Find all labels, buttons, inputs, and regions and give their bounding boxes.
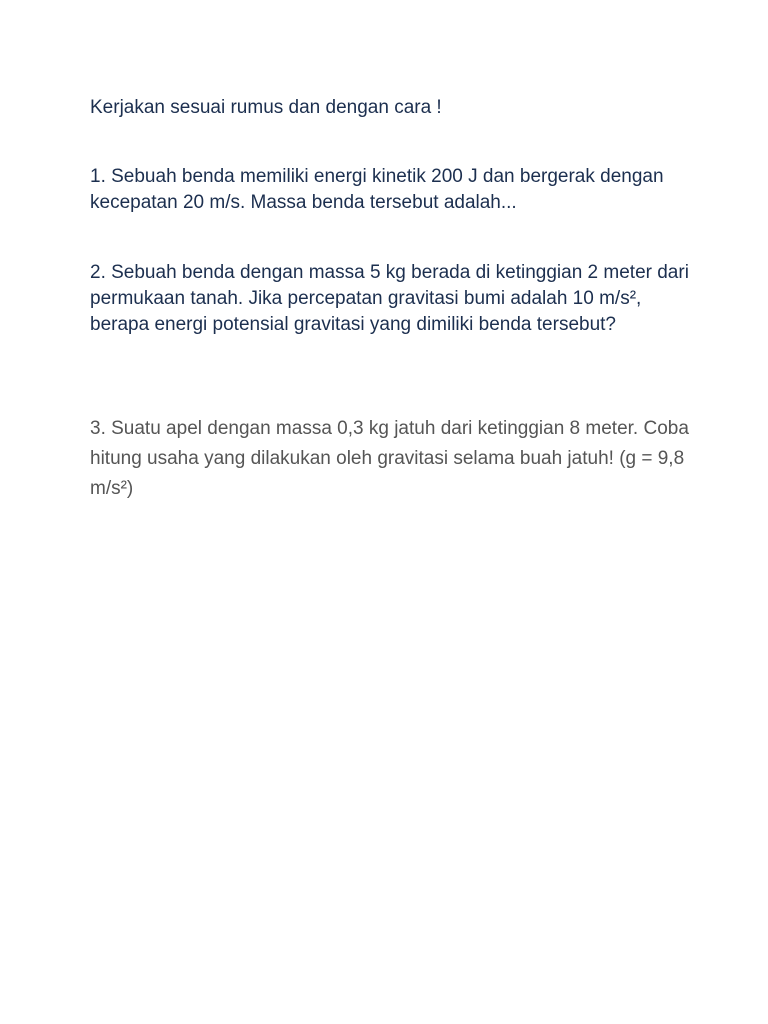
instruction-text: Kerjakan sesuai rumus dan dengan cara !: [90, 97, 442, 118]
question-2-text: 2. Sebuah benda dengan massa 5 kg berada di ketinggian 2 meter dari permukaan tanah. Jika percepatan gravitasi bumi adalah 10 m/s², berapa energi potensial gravitasi yang dimiliki benda tersebut?: [90, 262, 689, 335]
question-1-text: 1. Sebuah benda memiliki energi kinetik 200 J dan bergerak dengan kecepatan 20 m/s. Massa benda tersebut adalah...: [90, 166, 664, 213]
question-3-text: 3. Suatu apel dengan massa 0,3 kg jatuh dari ketinggian 8 meter. Coba hitung usaha yang dilakukan oleh gravitasi selama buah jatuh! (g = 9,8 m/s²): [90, 418, 689, 499]
